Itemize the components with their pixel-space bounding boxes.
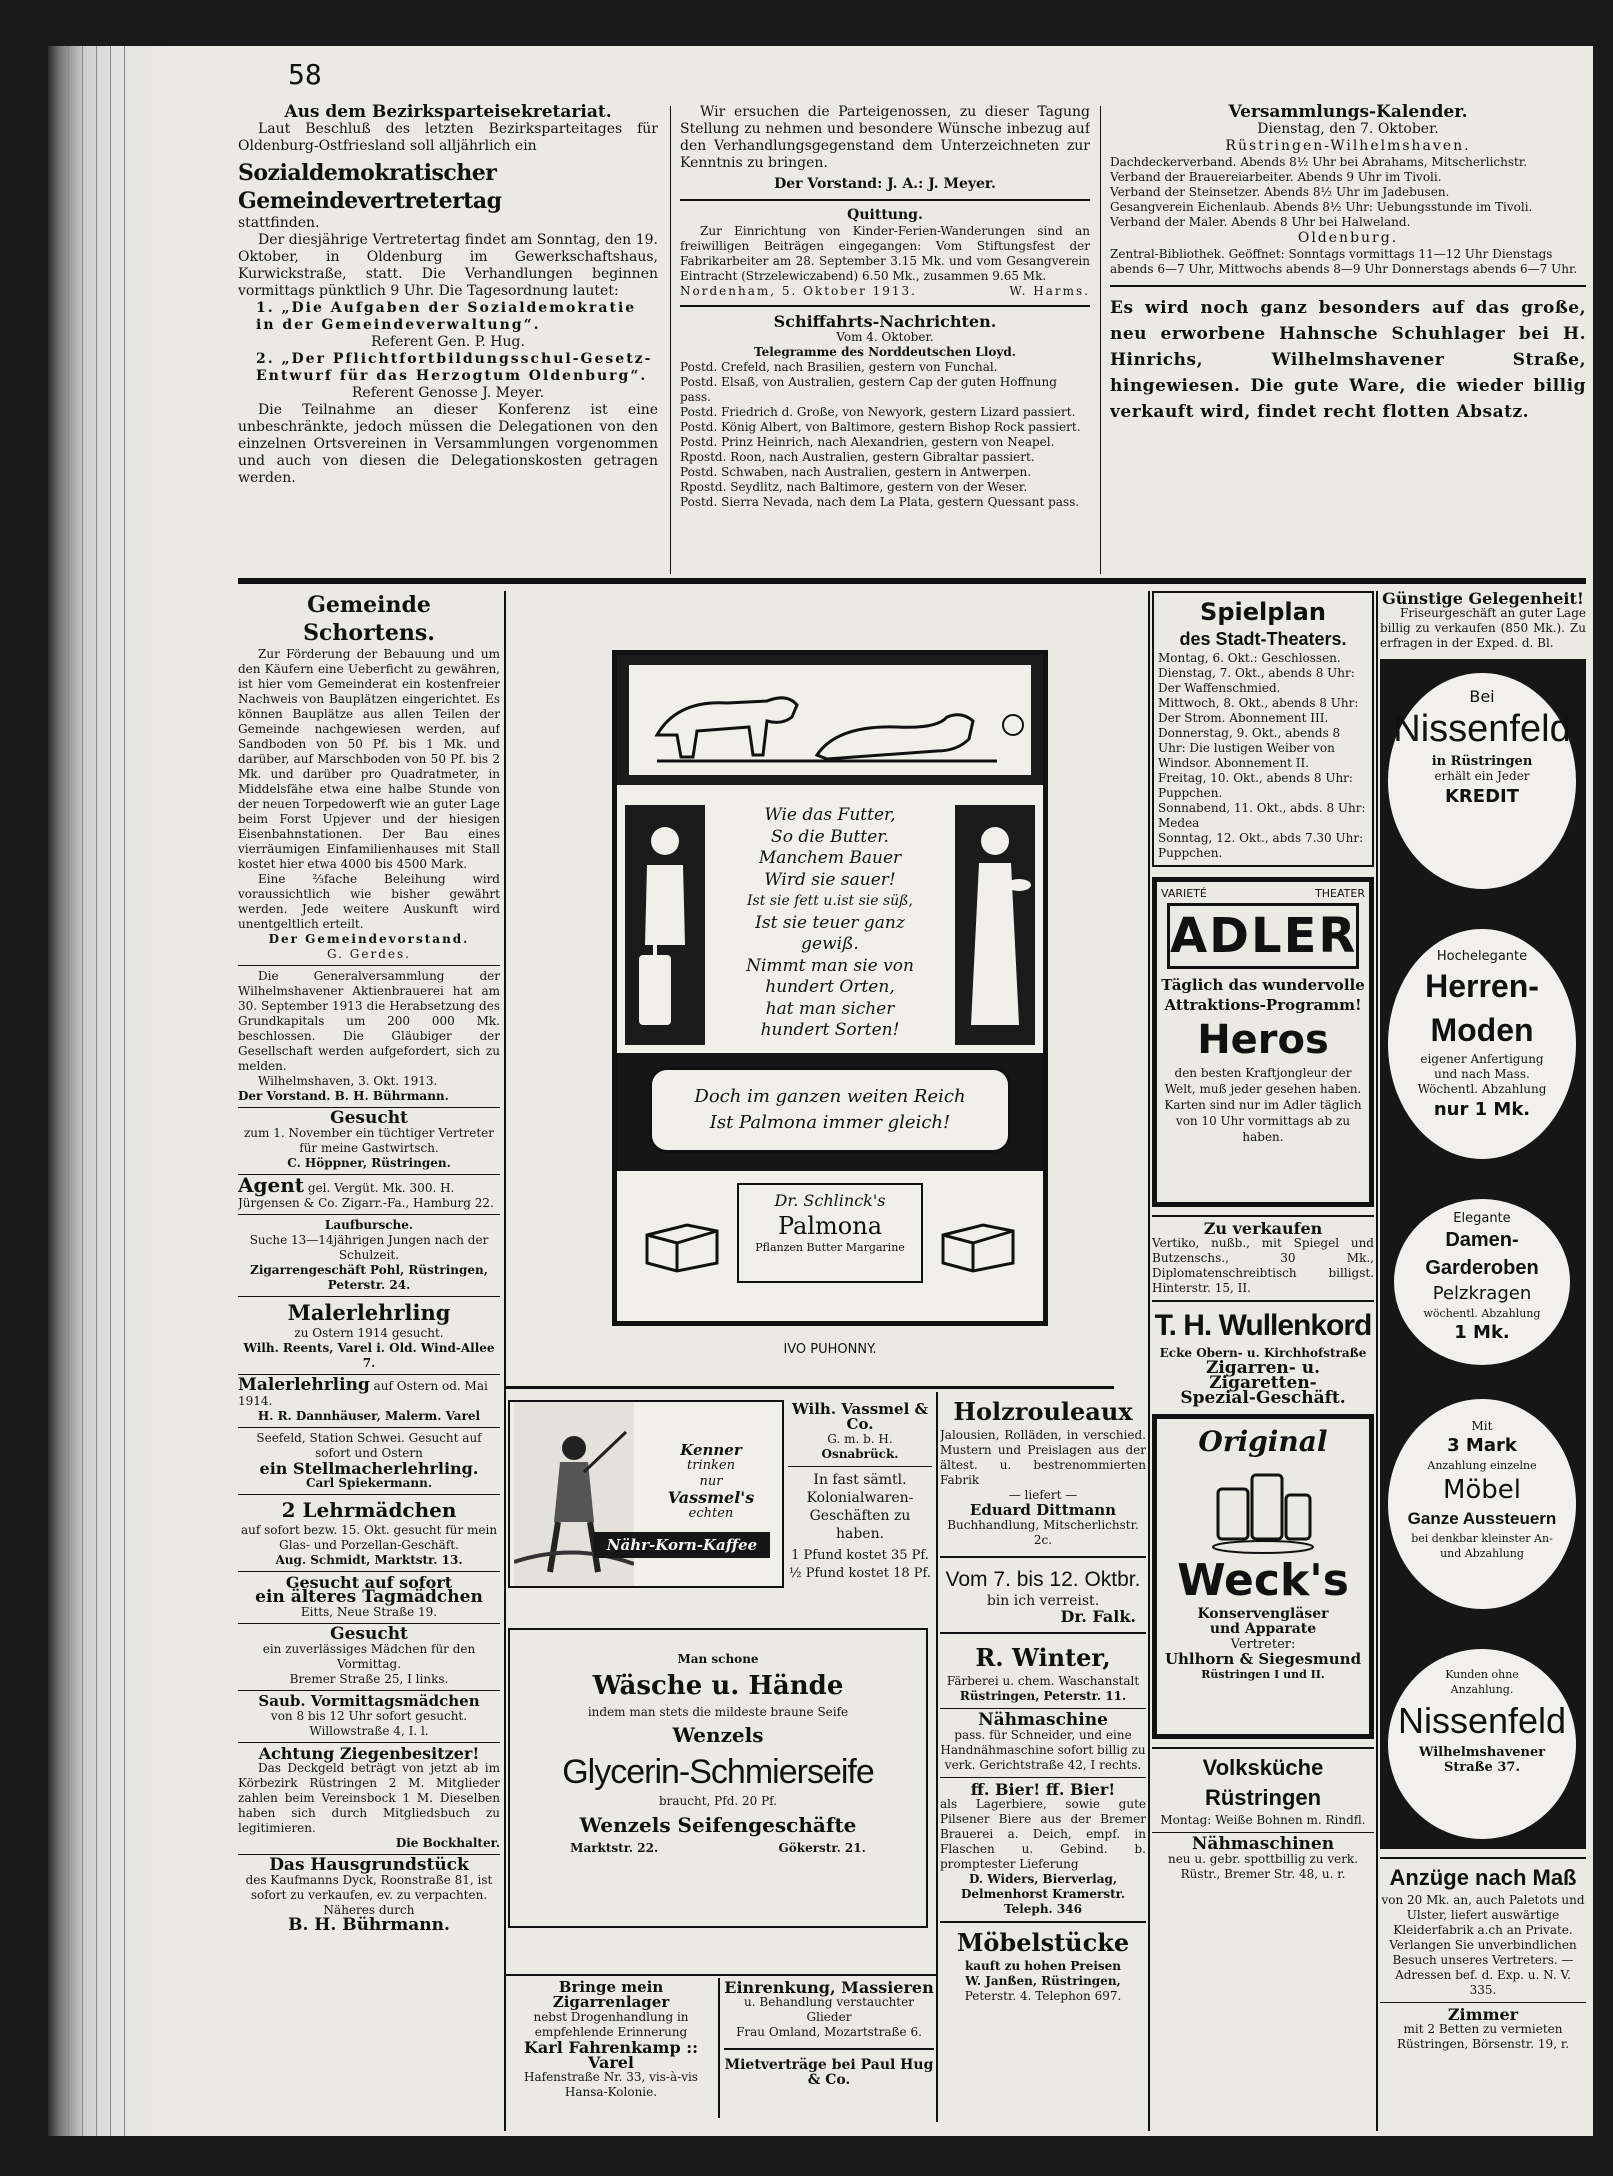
verse-line: hundert Sorten! xyxy=(760,1020,900,1040)
newspaper-page xyxy=(48,46,1593,2136)
kalender-place: Oldenburg. xyxy=(1297,230,1399,246)
quittung-place-date: Nordenham, 5. Oktober 1913. xyxy=(680,284,917,298)
adler-top: THEATER xyxy=(1315,887,1365,900)
saub-sig: Willowstraße 4, I. l. xyxy=(309,1724,429,1738)
nis-herren-sub: eigener Anfertigung und nach Mass. xyxy=(1420,1052,1544,1081)
seefeld-text: Seefeld, Station Schwei. Gesucht auf sofort und Ostern xyxy=(256,1431,482,1460)
schiff-item: Postd. Elsaß, von Australien, gestern Cap der guten Hoffnung pass. xyxy=(680,375,1057,404)
nissenfeld-oval-5 xyxy=(1388,1649,1576,1839)
kalender-place: Rüstringen-Wilhelmshaven. xyxy=(1225,138,1471,154)
weck-original: Original xyxy=(1198,1425,1328,1458)
spielplan-box xyxy=(1152,591,1374,867)
zig-heading: Bringe mein Zigarrenlager xyxy=(552,1980,670,2011)
wenzels-product: Glycerin-Schmierseife xyxy=(562,1753,874,1791)
nis-kredit: KREDIT xyxy=(1444,786,1520,807)
col4-ads xyxy=(1152,591,1374,2131)
banner-line: Ist Palmona immer gleich! xyxy=(709,1112,951,1133)
holz-address: Buchhandlung, Mitscherlichstr. 2c. xyxy=(947,1518,1139,1547)
stellmacher-sig: Carl Spiekermann. xyxy=(305,1476,432,1490)
brauerei-notice: Die Generalversammlung der Wilhelmshavener Aktienbrauerei hat am 30. September 1913 die Herabsetzung des Grundkapitals um 200 000 Mk. beschlossen. Die Gläubiger der Gesellschaft werden aufgefordert, sich zu melden. xyxy=(238,969,500,1073)
kalender-item: Verband der Steinsetzer. Abends 8½ Uhr im Jadebusen. xyxy=(1110,185,1450,199)
nis-ort: in Rüstringen xyxy=(1431,754,1533,769)
palmona-ad xyxy=(612,650,1048,1326)
gesucht2-text: ein zuverlässiges Mädchen für den Vormittag. xyxy=(262,1642,476,1671)
zig-name: Karl Fahrenkamp :: Varel xyxy=(523,2038,699,2072)
holz-liefert: — liefert — xyxy=(1008,1488,1078,1502)
nissenfeld-oval-3 xyxy=(1394,1199,1570,1365)
spielplan-heading: Spielplan xyxy=(1200,598,1326,626)
nis-pelz: Pelzkragen xyxy=(1432,1283,1532,1304)
spielplan-subheading: des Stadt-Theaters. xyxy=(1179,629,1347,649)
maler2-side: auf Ostern od. Mai 1914. xyxy=(238,1379,488,1408)
verse-line: Wie das Futter, xyxy=(764,805,896,825)
jar-icon xyxy=(1208,1459,1318,1555)
lehrmaedchen-heading: 2 Lehrmädchen xyxy=(281,1498,457,1522)
nis-kunden: Kunden ohne Anzahlung. xyxy=(1445,1668,1519,1696)
palmona-banner xyxy=(649,1067,1011,1153)
brand-subtitle: Pflanzen Butter Margarine xyxy=(755,1241,905,1254)
nis-woech: Wöchentl. Abzahlung xyxy=(1417,1082,1547,1096)
quittung-signer: W. Harms. xyxy=(1009,284,1090,298)
bezirk-item2: 2. „Der Pflichtfortbildungsschul-Gesetz-Entwurf für das Herzogtum Oldenburg“. xyxy=(256,351,653,384)
vassmel-city: Osnabrück. xyxy=(821,1447,899,1461)
palmona-verse xyxy=(713,805,947,1051)
einr-heading: Einrenkung, Massieren xyxy=(724,1980,934,1997)
lauf-sig: Zigarrengeschäft Pohl, Rüstringen, Peterstr. 24. xyxy=(250,1263,488,1292)
schiff-item: Postd. Prinz Heinrich, nach Alexandrien, gestern von Neapel. xyxy=(680,435,1055,449)
zimmer-text: mit 2 Betten zu vermieten Rüstringen, Börsenstr. 19, r. xyxy=(1396,2022,1570,2051)
nis-name2: Nissenfeld xyxy=(1397,1700,1567,1741)
weck-line: Konservengläser xyxy=(1197,1606,1329,1622)
bibliothek-hours: Zentral-Bibliothek. Geöffnet: Sonntags vormittags 11—12 Uhr Dienstags abends 6—7 Uhr, Mittwochs abends 8—9 Uhr Donnerstags abends 6—7 Uhr. xyxy=(1110,247,1578,276)
middle-column-top xyxy=(680,104,1090,574)
spielplan-item: Donnerstag, 9. Okt., abends 8 Uhr: Die lustigen Weiber von Windsor. Abonnement II. xyxy=(1158,726,1341,770)
nis-nur: nur 1 Mk. xyxy=(1433,1099,1531,1120)
bezirk-para2: Die Teilnahme an dieser Konferenz ist eine unbeschränkte, jedoch müssen die Delegationen von den einzelnen Ortsvereinen in Versammlungen vorgenommen und auch von diesen die Delegationskosten getragen werden. xyxy=(238,402,658,486)
kalender-item: Gesangverein Eichenlaub. Abends 8½ Uhr: Uebungsstunde im Tivoli. xyxy=(1110,200,1533,214)
moebel-address: Peterstr. 4. Telephon 697. xyxy=(964,1989,1122,2003)
holz-name: Eduard Dittmann xyxy=(969,1501,1117,1519)
wenzels-brand: Wenzels xyxy=(672,1723,764,1747)
spielplan-item: Sonnabend, 11. Okt., abds. 8 Uhr: Medea xyxy=(1158,801,1366,830)
volkskueche-name: Volksküche Rüstringen xyxy=(1202,1755,1324,1810)
nis-drei: 3 Mark xyxy=(1447,1435,1517,1456)
verse-line: Ist sie teuer ganz xyxy=(755,912,905,933)
kalender-heading: Versammlungs-Kalender. xyxy=(1228,104,1468,122)
vassmel-where: In fast sämtl. Kolonialwaren-Geschäften zu haben. xyxy=(806,1472,914,1542)
vassmel-product: Nähr-Korn-Kaffee xyxy=(594,1532,770,1558)
anzuege-text: von 20 Mk. an, auch Paletots und Ulster, liefert auswärtige Kleiderfabrik a.ch an Private. Verlangen Sie unverbindlichen Besuch unseres Vertreters. — Adressen bef. d. Exp. u. N. V. 335. xyxy=(1381,1893,1585,1997)
schiff-item: Rpostd. Roon, nach Australien, gestern Gibraltar passiert. xyxy=(680,450,1035,464)
nis-eleg: Elegante xyxy=(1453,1211,1511,1226)
moebel-sig: W. Janßen, Rüstringen, xyxy=(965,1974,1121,1988)
nis-anz: Anzahlung einzelne xyxy=(1427,1459,1537,1472)
verse-line: So die Butter. xyxy=(771,826,889,847)
reaper-illustration xyxy=(514,1402,634,1586)
weck-line: und Apparate xyxy=(1209,1621,1317,1637)
weck-name: Weck's xyxy=(1177,1555,1349,1606)
moebel-text: kauft zu hohen Preisen xyxy=(964,1959,1122,1973)
heros-text: den besten Kraftjongleur der Welt, muß jeder gesehen haben. Karten sind nur im Adler täglich von 10 Uhr vormittags ab zu haben. xyxy=(1164,1066,1362,1144)
verkaufen-heading: Zu verkaufen xyxy=(1203,1219,1323,1238)
vassmel-firm2: G. m. b. H. xyxy=(827,1432,893,1446)
holz-text: Jalousien, Rolläden, in verschied. Mustern und Preislagen aus der ältest. u. bestrenommierten Fabrik xyxy=(940,1428,1146,1487)
bezirk-intro: Laut Beschluß des letzten Bezirksparteitages für Oldenburg-Ostfriesland soll alljährlich ein xyxy=(238,121,658,154)
verse-line: gewiß. xyxy=(801,934,859,954)
tagmaedchen-heading: Gesucht auf sofort xyxy=(285,1573,453,1592)
gesucht2-heading: Gesucht xyxy=(330,1624,408,1644)
nis-herren: Herren-Moden xyxy=(1425,968,1539,1048)
nis-bei: Bei xyxy=(1469,687,1495,706)
kalender-date: Dienstag, den 7. Oktober. xyxy=(1257,121,1439,137)
brand-maker: Dr. Schlinck's xyxy=(774,1191,886,1210)
vassmel-price: ½ Pfund kostet 18 Pf. xyxy=(788,1566,932,1581)
gesucht-text: zum 1. November ein tüchtiger Vertreter für meine Gastwirtsch. xyxy=(243,1126,495,1155)
bezirk-article xyxy=(238,104,658,574)
farmer-churning-illustration xyxy=(625,805,705,1045)
nis-name: Nissenfeld xyxy=(1393,708,1571,750)
cattle-illustration xyxy=(617,655,1043,785)
butter-block-icon xyxy=(637,1195,727,1275)
gelegenheit-heading: Günstige Gelegenheit! xyxy=(1382,591,1584,608)
bezirk-title: Sozialdemokratischer Gemeindevertretertag xyxy=(238,160,502,214)
stellmacher-heading: ein Stellmacherlehrling. xyxy=(259,1459,479,1478)
spielplan-item: Mittwoch, 8. Okt., abends 8 Uhr: Der Strom. Abonnement III. xyxy=(1158,696,1359,725)
bezirk-heading: Aus dem Bezirksparteisekretariat. xyxy=(284,104,612,122)
gesucht-heading: Gesucht xyxy=(330,1108,408,1128)
zigarren-ad xyxy=(506,1980,716,2100)
lehrmaedchen-sig: Aug. Schmidt, Marktstr. 13. xyxy=(275,1553,463,1567)
weck-line: Vertreter: xyxy=(1230,1637,1296,1652)
gemeindevorstand: Der Gemeindevorstand. xyxy=(268,932,470,946)
ziegen-heading: Achtung Ziegenbesitzer! xyxy=(258,1744,480,1763)
vassmel-firm: Wilh. Vassmel & Co. xyxy=(791,1402,929,1433)
vassmel-trinken: trinken xyxy=(687,1458,735,1473)
verse-line: Ist sie fett u.ist sie süß, xyxy=(747,893,913,909)
brauerei-date: Wilhelmshaven, 3. Okt. 1913. xyxy=(258,1074,438,1088)
falk-text: bin ich verreist. xyxy=(986,1593,1100,1609)
schiff-item: Postd. Schwaben, nach Australien, gestern in Antwerpen. xyxy=(680,465,1032,479)
wullenkord-name: T. H. Wullenkord xyxy=(1154,1309,1372,1342)
vassmel-text-ad xyxy=(788,1402,932,1592)
weck-ort: Rüstringen I und II. xyxy=(1201,1668,1325,1681)
naehmaschine-text: pass. für Schneider, und eine Handnähmaschine sofort billig zu verk. Gerichtstraße 42, I rechts. xyxy=(940,1728,1146,1772)
wullenkord-address: Ecke Obern- u. Kirchhofstraße xyxy=(1159,1346,1367,1360)
col3-ads xyxy=(940,1396,1146,2131)
vassmel-nur: nur xyxy=(699,1474,723,1489)
verse-line: hat man sicher xyxy=(765,998,895,1019)
wullenkord-line: Spezial-Geschäft. xyxy=(1180,1388,1346,1408)
einr-text: u. Behandlung verstauchter Glieder xyxy=(744,1995,914,2024)
maler1-heading: Malerlehrling xyxy=(287,1300,451,1325)
wullenkord-line: Zigarren- u. Zigaretten- xyxy=(1205,1358,1321,1393)
schortens-heading: Gemeinde Schortens. xyxy=(303,592,435,646)
schortens-text2: Eine ⅔fache Beleihung wird voraussichtlich wie bisher gewährt werden. Jede weitere Auskunft wird unentgeltlich erteilt. xyxy=(238,872,500,931)
nis-hoch: Hochelegante xyxy=(1436,949,1528,964)
spielplan-item: Freitag, 10. Okt., abends 8 Uhr: Puppchen. xyxy=(1158,771,1353,800)
mietvertraege: Mietverträge bei Paul Hug & Co. xyxy=(724,2057,934,2088)
adler-name: ADLER xyxy=(1167,903,1359,969)
adler-box xyxy=(1152,877,1374,1207)
verse-line: Nimmt man sie von xyxy=(746,955,914,976)
zig-address: Hafenstraße Nr. 33, vis-à-vis Hansa-Kolonie. xyxy=(524,2070,698,2099)
schortens-text: Zur Förderung der Bebauung und um den Käufern eine Ueberficht zu gewähren, ist hier vom Gemeinderat ein kostenfreier Nachweis von Bauplätzen eingerichtet. Es können Bauplätze aus allen Teilen der Gemeinde nachgewiesen werden, auf Sandboden von 50 Pf. bis 1 Mk. und darüber, auf Marschboden von 50 Pf. bis 2 Mk. und darüber pro Quadratmeter, in Middelsfähe etwa eine halbe Stunde von der neuen Torpedowerft wie an guter Lage beim Forst Upjever und der hiesigen Eisenbahnstationen. Der Bau eines vierräumigen Einfamilienhauses mit Stall kostet hier etwa 4000 bis 4500 Mark. xyxy=(238,647,500,871)
schiff-item: Postd. Friedrich d. Große, von Newyork, gestern Lizard passiert. xyxy=(680,405,1076,419)
brauerei-sig: Der Vorstand. B. H. Bührmann. xyxy=(238,1089,449,1103)
wenzels-shops: Wenzels Seifengeschäfte xyxy=(579,1813,857,1837)
palmona-brand xyxy=(737,1183,923,1283)
adler-top: VARIETÉ xyxy=(1161,887,1207,900)
wenzels-address: Marktstr. 22. xyxy=(570,1841,659,1855)
wenzels-headline: Wäsche u. Hände xyxy=(592,1671,844,1701)
verse-line: Wird sie sauer! xyxy=(764,869,896,890)
tagmaedchen-sig: Eitts, Neue Straße 19. xyxy=(300,1605,438,1619)
haus-text: des Kaufmanns Dyck, Roonstraße 81, ist sofort zu verkaufen, ev. zu verpachten. Näheres durch xyxy=(245,1873,493,1917)
kalender-column xyxy=(1110,104,1586,574)
banner-line: Doch im ganzen weiten Reich xyxy=(694,1086,966,1107)
zig-sub: nebst Drogenhandlung in empfehlende Erinnerung xyxy=(533,2010,689,2039)
falk-dates: Vom 7. bis 12. Oktbr. xyxy=(945,1568,1141,1591)
naehmaschinen-heading: Nähmaschinen xyxy=(1191,1834,1335,1854)
wenzels-price: braucht, Pfd. 20 Pf. xyxy=(658,1794,777,1808)
haus-heading: Das Hausgrundstück xyxy=(269,1855,469,1875)
farmwife-illustration xyxy=(955,805,1035,1045)
gesucht-sig: C. Höppner, Rüstringen. xyxy=(287,1156,451,1170)
maler1-sig: Wilh. Reents, Varel i. Old. Wind-Allee 7. xyxy=(243,1341,495,1370)
tagung-paragraph: Wir ersuchen die Parteigenossen, zu dieser Tagung Stellung zu nehmen und besondere Wünsche inbezug auf den Verhandlungsgegenstand dem Unterzeichneten zur Kenntnis zu bringen. xyxy=(680,104,1090,171)
maler1-text: zu Ostern 1914 gesucht. xyxy=(294,1326,444,1340)
maler2-sig: H. R. Dannhäuser, Malerm. Varel xyxy=(257,1409,481,1423)
bier-text: als Lagerbiere, sowie gute Pilsener Biere aus der Bremer Brauerei a. Deich, empf. in Flaschen u. Gebind. b. promptester Lieferung xyxy=(940,1797,1146,1871)
lauf-text: Suche 13—14jährigen Jungen nach der Schulzeit. xyxy=(249,1233,489,1262)
wenzels-line: indem man stets die mildeste braune Seife xyxy=(587,1705,849,1719)
butter-block-icon xyxy=(933,1195,1023,1275)
nis-woech2: wöchentl. Abzahlung xyxy=(1423,1307,1541,1320)
bier-heading: ff. Bier! ff. Bier! xyxy=(970,1780,1116,1799)
lehrmaedchen-text: auf sofort bezw. 15. Okt. gesucht für mein Glas- und Porzellan-Geschäft. xyxy=(240,1523,498,1552)
spielplan-item: Montag, 6. Okt.: Geschlossen. xyxy=(1158,651,1341,665)
left-ads-column xyxy=(238,591,500,2131)
vorstand-signature: Der Vorstand: J. A.: J. Meyer. xyxy=(774,176,996,192)
schiff-date: Vom 4. Oktober. xyxy=(836,330,934,344)
gelegenheit-text: Friseurgeschäft an guter Lage billig zu verkaufen (850 Mk.). Zu erfragen in der Exped. d. Bl. xyxy=(1380,606,1586,650)
nis-denkbar: bei denkbar kleinster An- und Abzahlung xyxy=(1411,1532,1553,1560)
spielplan-item: Dienstag, 7. Okt., abends 8 Uhr: Der Waffenschmied. xyxy=(1158,666,1355,695)
saub-heading: Saub. Vormittagsmädchen xyxy=(258,1692,480,1710)
brand-name: Palmona xyxy=(777,1212,883,1240)
saub-text: von 8 bis 12 Uhr sofort gesucht. xyxy=(270,1709,468,1723)
vassmel-image-ad xyxy=(508,1400,784,1588)
book-binding xyxy=(48,46,168,2136)
ziegen-sig: Die Bockhalter. xyxy=(395,1836,500,1850)
nis-moebel: Möbel xyxy=(1442,1475,1522,1505)
agent-heading: Agent xyxy=(238,1173,305,1197)
holz-heading: Holzrouleaux xyxy=(953,1397,1133,1426)
bezirk-item1: 1. „Die Aufgaben der Sozialdemokratie in der Gemeindeverwaltung“. xyxy=(256,300,637,333)
vassmel-name: Vassmel's xyxy=(667,1488,755,1507)
einr-sig: Frau Omland, Mozartstraße 6. xyxy=(736,2025,922,2039)
verse-line: Manchem Bauer xyxy=(758,848,902,868)
bezirk-para1: Der diesjährige Vertretertag findet am Sonntag, den 19. Oktober, in Oldenburg im Gewerkschaftshaus, Kurwickstraße, statt. Die Verhandlungen beginnen vormittags pünktlich 9 Uhr. Die Tagesordnung lautet: xyxy=(238,232,658,299)
vassmel-echten: echten xyxy=(688,1506,734,1521)
agent-text: gel. Vergüt. Mk. 300. H. Jürgensen & Co. Zigarr.-Fa., Hamburg 22. xyxy=(238,1181,494,1210)
nissenfeld-oval-2 xyxy=(1388,929,1576,1159)
quittung-text: Zur Einrichtung von Kinder-Ferien-Wanderungen sind an freiwilligen Beiträgen eingegangen: Vom Stiftungsfest der Fabrikarbeiter am 28. September 3.15 Mk. und vom Gesangverein Eintracht (Strzelewiczabend) 6.50 Mk., zusammen 9.65 Mk. xyxy=(680,224,1090,283)
einrenkung-ad xyxy=(724,1980,934,2100)
lauf-heading: Laufbursche. xyxy=(324,1218,414,1232)
moebel-heading: Möbelstücke xyxy=(956,1928,1130,1957)
vassmel-kenner: Kenner xyxy=(680,1442,742,1459)
page-number: 58 xyxy=(288,58,322,91)
anzuege-heading: Anzüge nach Maß xyxy=(1389,1865,1577,1890)
maler2-heading: Malerlehrling xyxy=(238,1375,370,1395)
schiff-item: Postd. König Albert, von Baltimore, gestern Bishop Rock passiert. xyxy=(680,420,1081,434)
nis-strasse: Wilhelmshavener Straße 37. xyxy=(1418,1745,1546,1775)
ziegen-text: Das Deckgeld beträgt von jetzt ab im Körbezirk Rüstringen 2 M. Mitglieder zahlen beim Vereinsbock 1 M. Dieselben haben sich durch Mitgliedsbuch zu legitimieren. xyxy=(238,1761,500,1835)
volkskueche-menu: Montag: Weiße Bohnen m. Rindfl. xyxy=(1160,1813,1366,1827)
schiff-item: Rpostd. Seydlitz, nach Baltimore, gestern von der Weser. xyxy=(680,480,1028,494)
nissenfeld-ad xyxy=(1380,659,1586,1849)
nis-jeder: erhält ein Jeder xyxy=(1434,769,1530,783)
naehmaschine-heading: Nähmaschine xyxy=(978,1710,1108,1730)
nissenfeld-oval-1 xyxy=(1388,673,1576,889)
nissenfeld-oval-4 xyxy=(1388,1399,1576,1609)
naehmaschinen-text: neu u. gebr. spottbillig zu verk. Rüstr., Bremer Str. 48, u. r. xyxy=(1167,1852,1359,1881)
weck-box xyxy=(1152,1414,1374,1739)
verse-line: hundert Orten, xyxy=(765,977,895,997)
bezirk-stattfinden: stattfinden. xyxy=(238,215,320,231)
adler-line: Attraktions-Programm! xyxy=(1164,996,1362,1014)
bier-sig: D. Widers, Bierverlag, Delmenhorst Kramerstr. Teleph. 346 xyxy=(960,1872,1126,1916)
schiff-subheading: Telegramme des Norddeutschen Lloyd. xyxy=(754,345,1016,359)
tagmaedchen-heading2: ein älteres Tagmädchen xyxy=(255,1587,483,1607)
falk-sig: Dr. Falk. xyxy=(1060,1607,1136,1626)
gerdes-sig: G. Gerdes. xyxy=(327,947,411,961)
kalender-item: Dachdeckerverband. Abends 8½ Uhr bei Abrahams, Mitscherlichstr. xyxy=(1110,155,1528,169)
col5-ads xyxy=(1380,591,1586,2131)
weck-vertreter: Uhlhorn & Siegesmund xyxy=(1164,1650,1362,1668)
gesucht2-sig: Bremer Straße 25, I links. xyxy=(289,1672,449,1686)
nis-mit: Mit xyxy=(1471,1419,1493,1433)
bezirk-ref2: Referent Genosse J. Meyer. xyxy=(351,385,545,401)
schuhlager-notice: Es wird noch ganz besonders auf das große, neu erworbene Hahnsche Schuhlager bei H. Hinrichs, Wilhelmshavener Straße, hingewiesen. Die gute Ware, die wieder billig verkauft wird, findet recht flotten Absatz. xyxy=(1110,298,1586,422)
winter-address: Rüstringen, Peterstr. 11. xyxy=(959,1689,1127,1703)
kalender-item: Verband der Brauereiarbeiter. Abends 9 Uhr im Tivoli. xyxy=(1110,170,1442,184)
schiff-item: Postd. Crefeld, nach Brasilien, gestern von Funchal. xyxy=(680,360,998,374)
haus-sig: B. H. Bührmann. xyxy=(288,1915,450,1935)
vassmel-price: 1 Pfund kostet 35 Pf. xyxy=(791,1548,929,1563)
verkaufen-text: Vertiko, nußb., mit Spiegel und Butzenschs., 30 Mk., Diplomatenschreibtisch billigst. Hinterstr. 15, II. xyxy=(1152,1236,1374,1295)
winter-heading: R. Winter, xyxy=(975,1643,1111,1672)
winter-text: Färberei u. chem. Waschanstalt xyxy=(946,1674,1140,1688)
schiff-heading: Schiffahrts-Nachrichten. xyxy=(773,312,997,331)
schiff-item: Postd. Sierra Nevada, nach dem La Plata, gestern Quessant pass. xyxy=(680,495,1080,509)
quittung-heading: Quittung. xyxy=(847,207,923,223)
palmona-artist: IVO PUHONNY. xyxy=(783,1342,877,1357)
kalender-item: Verband der Maler. Abends 8 Uhr bei Halweland. xyxy=(1110,215,1411,229)
wenzels-address: Gökerstr. 21. xyxy=(778,1841,866,1855)
nis-ganze: Ganze Aussteuern xyxy=(1407,1509,1557,1528)
wenzels-line: Man schone xyxy=(677,1652,759,1666)
adler-line: Täglich das wundervolle xyxy=(1161,976,1365,994)
wenzels-ad xyxy=(508,1628,928,1928)
zimmer-heading: Zimmer xyxy=(1447,2005,1519,2024)
nis-damen: Damen-Garderoben xyxy=(1425,1229,1539,1279)
nis-eins: 1 Mk. xyxy=(1454,1322,1510,1343)
bezirk-ref1: Referent Gen. P. Hug. xyxy=(371,334,525,350)
heros-name: Heros xyxy=(1197,1017,1329,1063)
spielplan-item: Sonntag, 12. Okt., abds 7.30 Uhr: Puppchen. xyxy=(1158,831,1364,860)
